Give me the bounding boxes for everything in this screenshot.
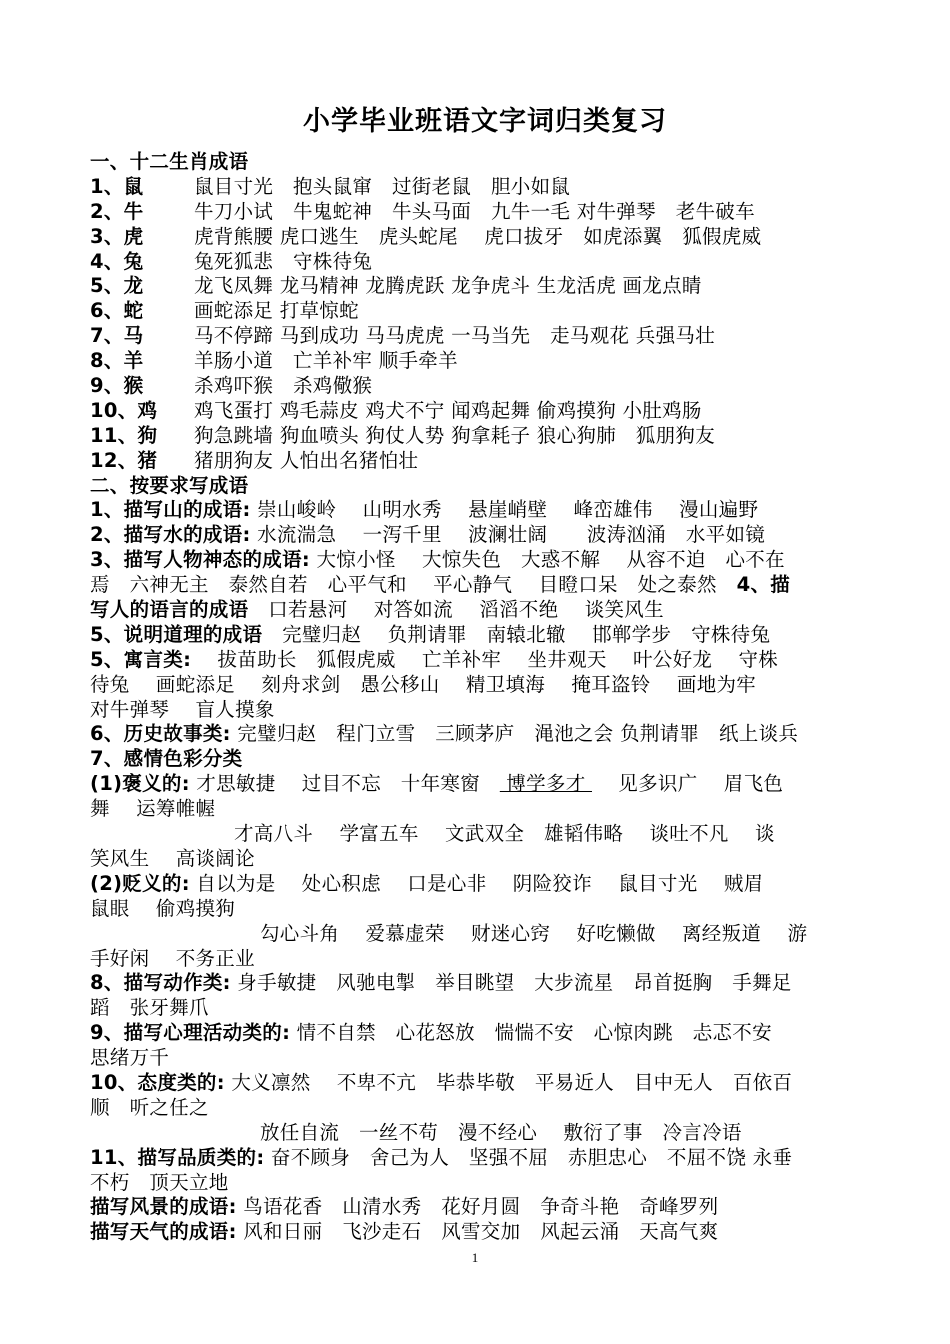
zodiac-idioms: 猪朋狗友 人怕出名猪怕壮 — [194, 448, 419, 472]
people-text-1: 大惊小怪 大惊失色 大惑不解 从容不迫 心不在 — [309, 548, 785, 572]
derog-line-2: 鼠眼 偷鸡摸狗 — [90, 896, 236, 920]
derog-line-3: 勾心斗角 爱慕虚荣 财迷心窍 好吃懒做 离经叛道 游 — [260, 921, 808, 945]
scenery-label: 描写风景的成语: — [90, 1195, 237, 1219]
zodiac-label: 10、鸡 — [90, 398, 158, 422]
quality-line-2: 不朽 顶天立地 — [90, 1170, 229, 1194]
reason-idioms — [90, 623, 880, 648]
attitude-text-1: 大义凛然 不卑不亢 毕恭毕敬 平易近人 目中无人 百依百 — [224, 1070, 793, 1094]
scenery-text: 鸟语花香 山清水秀 花好月圆 争奇斗艳 奇峰罗列 — [236, 1195, 719, 1219]
fable-line-1 — [90, 648, 880, 673]
quality-line-1 — [90, 1146, 880, 1171]
attitude-label: 10、态度类的: — [90, 1070, 225, 1094]
praise-label: (1)褒义的: — [90, 772, 190, 796]
zodiac-label: 1、鼠 — [90, 174, 144, 198]
action-text-1: 身手敏捷 风驰电掣 举目眺望 大步流星 昂首挺胸 手舞足 — [230, 971, 792, 995]
fable-line-3: 对牛弹琴 盲人摸象 — [90, 697, 275, 721]
zodiac-row — [90, 250, 880, 275]
speech-idioms — [90, 598, 880, 623]
derog-line-1 — [90, 872, 880, 897]
zodiac-row — [90, 200, 880, 225]
attitude-line-3: 放任自流 一丝不苟 漫不经心 敷衍了事 冷言冷语 — [260, 1120, 742, 1144]
action-line-2: 蹈 张牙舞爪 — [90, 996, 209, 1020]
zodiac-idioms: 鸡飞蛋打 鸡毛蒜皮 鸡犬不宁 闻鸡起舞 偷鸡摸狗 小肚鸡肠 — [194, 398, 702, 422]
zodiac-row — [90, 299, 880, 324]
praise-line-3: 才高八斗 学富五车 文武双全 雄韬伟略 谈吐不凡 谈 — [234, 822, 775, 846]
zodiac-row — [90, 424, 880, 449]
praise-line-1 — [90, 772, 880, 797]
zodiac-idioms: 牛刀小试 牛鬼蛇神 牛头马面 九牛一毛 对牛弹琴 老牛破车 — [194, 199, 755, 223]
zodiac-row — [90, 449, 880, 474]
zodiac-label: 7、马 — [90, 324, 144, 348]
zodiac-idioms: 虎背熊腰 虎口逃生 虎头蛇尾 虎口拔牙 如虎添翼 狐假虎威 — [194, 224, 762, 248]
people-text-2: 焉 六神无主 泰然自若 心平气和 平心静气 目瞪口呆 处之泰然 — [90, 573, 717, 597]
document-page — [90, 104, 880, 1245]
speech-label-b: 写人的语言的成语 — [90, 598, 249, 622]
weather-idioms — [90, 1220, 880, 1245]
praise-text-1b: 见多识广 眉飞色 — [592, 772, 784, 796]
derog-line-4: 手好闲 不务正业 — [90, 946, 255, 970]
speech-text: 口若悬河 对答如流 滔滔不绝 谈笑风生 — [248, 598, 664, 622]
fable-label: 5、寓言类: — [90, 647, 192, 671]
action-line-1 — [90, 971, 880, 996]
zodiac-label: 9、猴 — [90, 374, 144, 398]
zodiac-row — [90, 374, 880, 399]
zodiac-idioms: 兔死狐悲 守株待兔 — [194, 249, 373, 273]
attitude-line-1 — [90, 1071, 880, 1096]
praise-line-4: 笑风生 高谈阔论 — [90, 846, 255, 870]
zodiac-idioms: 羊肠小道 亡羊补牢 顺手牵羊 — [194, 349, 458, 373]
reason-label: 5、说明道理的成语 — [90, 622, 263, 646]
zodiac-label: 8、羊 — [90, 349, 144, 373]
emotion-heading: 7、感情色彩分类 — [90, 747, 243, 771]
weather-label: 描写天气的成语: — [90, 1220, 237, 1244]
zodiac-idioms: 杀鸡吓猴 杀鸡儆猴 — [194, 374, 373, 398]
people-idioms-line-2 — [90, 573, 880, 598]
zodiac-row — [90, 274, 880, 299]
mind-line-1 — [90, 1021, 880, 1046]
derog-text-1: 自以为是 处心积虑 口是心非 阴险狡诈 鼠目寸光 贼眉 — [189, 871, 764, 895]
derog-label: (2)贬义的: — [90, 871, 190, 895]
zodiac-label: 6、蛇 — [90, 299, 144, 323]
action-label: 8、描写动作类: — [90, 971, 231, 995]
zodiac-idioms: 狗急跳墙 狗血喷头 狗仗人势 狗拿耗子 狼心狗肺 狐朋狗友 — [194, 423, 715, 447]
zodiac-label: 4、兔 — [90, 249, 144, 273]
quality-label: 11、描写品质类的: — [90, 1145, 265, 1169]
zodiac-label: 2、牛 — [90, 199, 144, 223]
mind-text-1: 情不自禁 心花怒放 惴惴不安 心惊肉跳 忐忑不安 — [290, 1021, 772, 1045]
zodiac-idioms: 鼠目寸光 抱头鼠窜 过街老鼠 胆小如鼠 — [194, 174, 571, 198]
mind-label: 9、描写心理活动类的: — [90, 1021, 291, 1045]
history-idioms — [90, 722, 880, 747]
mountain-label: 1、描写山的成语: — [90, 498, 251, 522]
water-label: 2、描写水的成语: — [90, 523, 251, 547]
water-text: 水流湍急 一泻千里 波澜壮阔 波涛汹涌 水平如镜 — [250, 523, 766, 547]
history-label: 6、历史故事类: — [90, 722, 231, 746]
praise-line-2: 舞 运筹帷幄 — [90, 797, 216, 821]
water-idioms — [90, 523, 880, 548]
section-1-heading: 一、十二生肖成语 — [90, 150, 249, 173]
people-label: 3、描写人物神态的成语: — [90, 548, 310, 572]
zodiac-row — [90, 349, 880, 374]
mountain-text: 崇山峻岭 山明水秀 悬崖峭壁 峰峦雄伟 漫山遍野 — [250, 498, 759, 522]
zodiac-row — [90, 399, 880, 424]
praise-underlined: 博学多才 — [499, 772, 592, 796]
section-2-heading: 二、按要求写成语 — [90, 473, 249, 497]
people-idioms-line-1 — [90, 548, 880, 573]
zodiac-idioms: 马不停蹄 马到成功 马马虎虎 一马当先 走马观花 兵强马壮 — [194, 324, 715, 348]
zodiac-list — [90, 175, 880, 474]
zodiac-label: 5、龙 — [90, 274, 144, 298]
page-number: 1 — [471, 1250, 479, 1265]
zodiac-label: 11、狗 — [90, 423, 158, 447]
attitude-line-2: 顺 听之任之 — [90, 1095, 209, 1119]
mountain-idioms — [90, 498, 880, 523]
zodiac-label: 12、猪 — [90, 448, 158, 472]
mind-line-2: 思绪万千 — [90, 1046, 170, 1070]
zodiac-idioms: 龙飞凤舞 龙马精神 龙腾虎跃 龙争虎斗 生龙活虎 画龙点睛 — [194, 274, 702, 298]
scenery-idioms — [90, 1195, 880, 1220]
zodiac-label: 3、虎 — [90, 224, 144, 248]
page-title: 小学毕业班语文字词归类复习 — [303, 106, 667, 137]
reason-text: 完璧归赵 负荆请罪 南辕北辙 邯郸学步 守株待兔 — [262, 622, 771, 646]
fable-text-1: 拔苗助长 狐假虎威 亡羊补牢 坐井观天 叶公好龙 守株 — [191, 647, 779, 671]
quality-text-1: 奋不顾身 舍己为人 坚强不屈 赤胆忠心 不屈不饶 永垂 — [264, 1145, 793, 1169]
praise-text-1a: 才思敏捷 过目不忘 十年寒窗 — [189, 772, 500, 796]
zodiac-row — [90, 324, 880, 349]
zodiac-row — [90, 175, 880, 200]
speech-label-a: 4、描 — [736, 573, 791, 597]
fable-line-2: 待兔 画蛇添足 刻舟求剑 愚公移山 精卫填海 掩耳盗铃 画地为牢 — [90, 672, 757, 696]
zodiac-row — [90, 225, 880, 250]
history-text: 完璧归赵 程门立雪 三顾茅庐 渑池之会 负荆请罪 纸上谈兵 — [230, 722, 799, 746]
zodiac-idioms: 画蛇添足 打草惊蛇 — [194, 299, 359, 323]
weather-text: 风和日丽 飞沙走石 风雪交加 风起云涌 天高气爽 — [236, 1220, 719, 1244]
